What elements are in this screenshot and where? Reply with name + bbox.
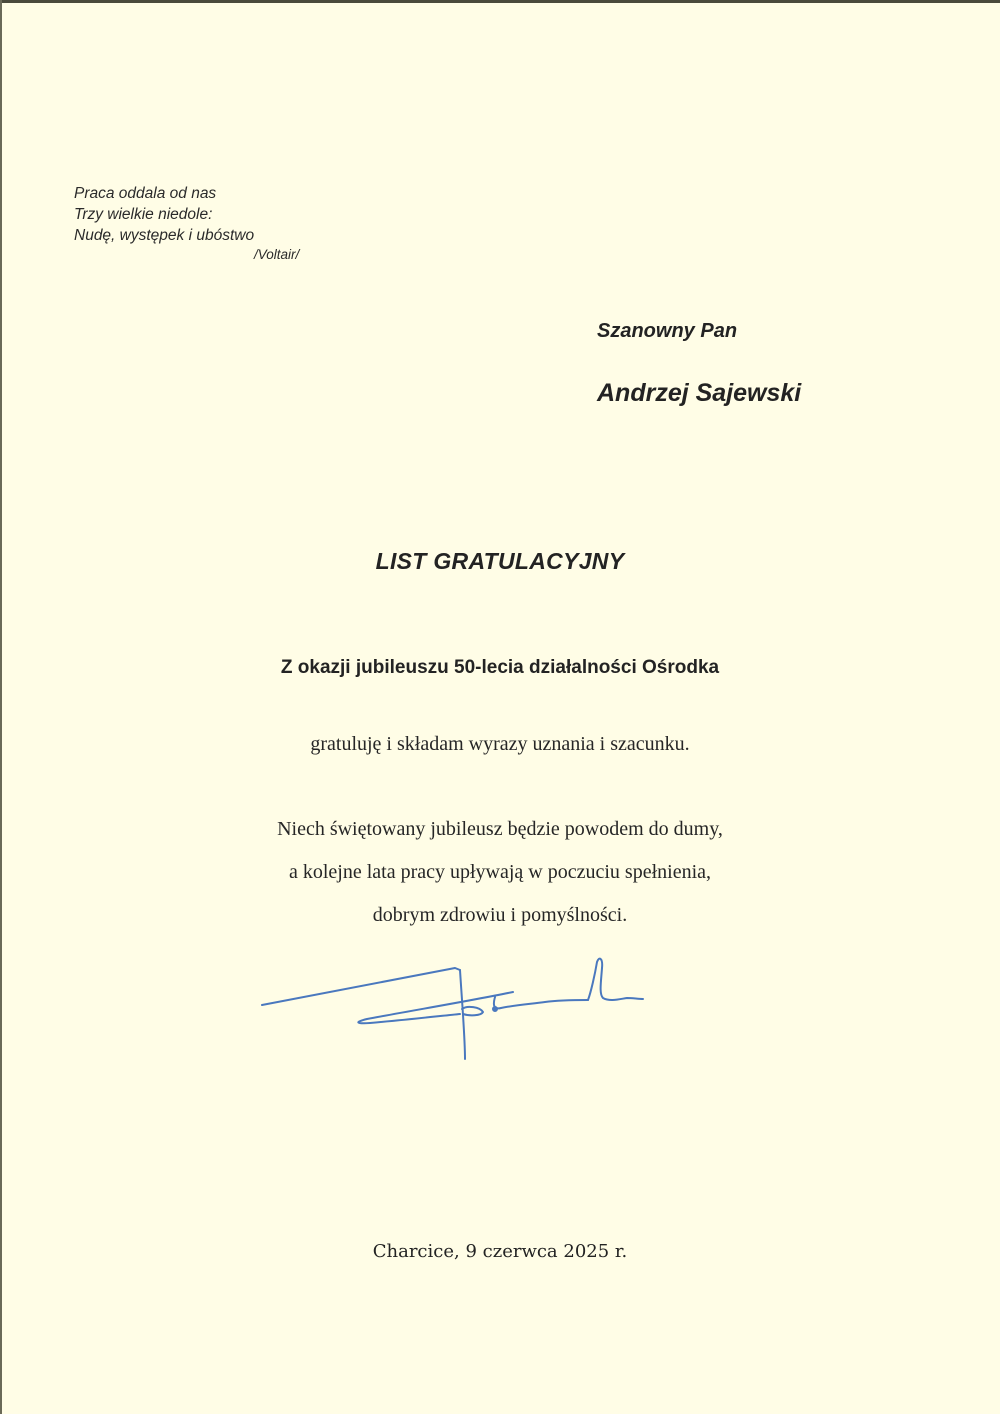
recipient-name: Andrzej Sajewski: [597, 379, 802, 407]
salutation: Szanowny Pan: [597, 320, 738, 342]
addressee-block: [597, 320, 801, 408]
scan-top-edge: [0, 0, 1000, 3]
body-line: a kolejne lata pracy upływają w poczuciu spełnienia,: [288, 861, 712, 883]
motto-line: Trzy wielkie niedole:: [74, 206, 213, 223]
occasion-line: Z okazji jubileuszu 50-lecia działalności Ośrodka: [280, 657, 720, 678]
signature-icon: [255, 952, 655, 1067]
body-line: dobrym zdrowiu i pomyślności.: [372, 904, 628, 926]
body-line: Niech świętowany jubileusz będzie powodem do dumy,: [277, 818, 723, 840]
place-and-date: Charcice, 9 czerwca 2025 r.: [372, 1241, 628, 1262]
scan-left-edge: [0, 0, 2, 1414]
letter-title: LIST GRATULACYJNY: [375, 548, 625, 574]
motto-author: /Voltair/: [254, 247, 300, 262]
body-paragraph-1: gratuluję i składam wyrazy uznania i szacunku.: [310, 733, 690, 755]
motto-line: Nudę, występek i ubóstwo: [74, 227, 255, 244]
motto-line: Praca oddala od nas: [74, 185, 217, 202]
motto-quote: [74, 183, 299, 264]
body-paragraph-2: [0, 808, 1000, 937]
